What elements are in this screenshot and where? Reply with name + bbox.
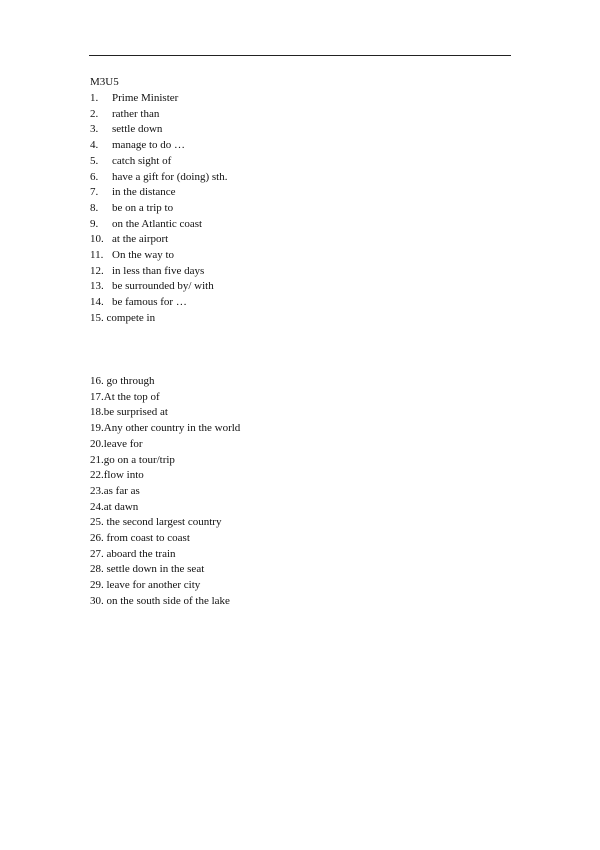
list-item bbox=[90, 138, 227, 154]
item-phrase: be surrounded by/ with bbox=[112, 280, 214, 293]
item-number: 1. bbox=[90, 92, 99, 104]
item-phrase: at the airport bbox=[112, 233, 169, 246]
list-item bbox=[90, 154, 227, 170]
item-number: 25. bbox=[90, 516, 107, 529]
item-phrase: go on a tour/trip bbox=[103, 453, 175, 466]
list-item bbox=[90, 468, 240, 484]
list-item bbox=[90, 437, 240, 453]
item-number: 8. bbox=[90, 201, 99, 214]
item-phrase: go through bbox=[106, 375, 155, 387]
list-item bbox=[90, 484, 240, 500]
item-phrase: have a gift for (doing) sth. bbox=[112, 170, 228, 183]
list-item bbox=[90, 295, 227, 311]
item-phrase: manage to do … bbox=[112, 139, 186, 152]
item-number: 24. bbox=[90, 500, 104, 513]
list-item bbox=[90, 107, 227, 123]
list-item bbox=[90, 279, 227, 295]
item-number: 14. bbox=[90, 296, 104, 309]
item-number: 2. bbox=[90, 107, 99, 120]
item-number: 22. bbox=[90, 469, 104, 482]
item-phrase: On the way to bbox=[112, 249, 175, 262]
item-number: 10. bbox=[90, 233, 104, 246]
list-item bbox=[90, 578, 240, 594]
item-phrase: be surprised at bbox=[103, 406, 168, 419]
item-number: 30. bbox=[90, 594, 107, 607]
item-phrase: catch sight of bbox=[112, 154, 172, 167]
list-item bbox=[90, 531, 240, 547]
phrase-list-part-1 bbox=[90, 91, 227, 327]
item-phrase: At the top of bbox=[103, 390, 160, 403]
item-number: 7. bbox=[90, 186, 99, 199]
item-phrase: from coast to coast bbox=[106, 532, 190, 545]
list-item bbox=[90, 185, 227, 201]
list-item bbox=[90, 91, 227, 107]
list-item bbox=[90, 122, 227, 138]
item-phrase: on the south side of the lake bbox=[106, 594, 230, 607]
item-phrase: as far as bbox=[103, 484, 140, 497]
item-phrase: in less than five days bbox=[112, 264, 205, 277]
list-item bbox=[90, 515, 240, 531]
item-phrase: rather than bbox=[112, 107, 160, 120]
list-item bbox=[90, 232, 227, 248]
list-item bbox=[90, 248, 227, 264]
item-phrase: on the Atlantic coast bbox=[112, 217, 203, 230]
item-phrase: aboard the train bbox=[106, 547, 176, 560]
list-item bbox=[90, 170, 227, 186]
item-number: 23. bbox=[90, 484, 104, 497]
phrase-list-part-2 bbox=[90, 374, 240, 610]
item-phrase: the second largest country bbox=[106, 516, 222, 529]
item-phrase: Any other country in the world bbox=[103, 422, 241, 435]
item-number: 28. bbox=[90, 563, 107, 576]
item-number: 6. bbox=[90, 170, 99, 183]
item-number: 12. bbox=[90, 264, 104, 277]
list-item bbox=[90, 453, 240, 469]
item-number: 3. bbox=[90, 123, 99, 136]
item-number: 18. bbox=[90, 406, 104, 419]
list-item bbox=[90, 217, 227, 233]
list-item bbox=[90, 390, 240, 406]
item-phrase: leave for bbox=[103, 437, 143, 450]
item-number: 29. bbox=[90, 579, 107, 592]
item-phrase: be on a trip to bbox=[112, 201, 174, 214]
item-phrase: be famous for … bbox=[112, 296, 187, 309]
item-phrase: settle down in the seat bbox=[106, 563, 205, 576]
item-phrase: leave for another city bbox=[106, 579, 201, 592]
list-item bbox=[90, 264, 227, 280]
list-item bbox=[90, 374, 240, 390]
item-phrase: Prime Minister bbox=[112, 92, 179, 104]
item-number: 15. bbox=[90, 311, 107, 324]
item-number: 5. bbox=[90, 154, 99, 167]
item-number: 27. bbox=[90, 547, 107, 560]
list-item bbox=[90, 421, 240, 437]
unit-heading: M3U5 bbox=[90, 76, 119, 88]
list-item bbox=[90, 562, 240, 578]
item-number: 11. bbox=[90, 249, 104, 262]
item-phrase: at dawn bbox=[103, 500, 139, 513]
item-phrase: compete in bbox=[106, 311, 156, 324]
item-phrase: settle down bbox=[112, 123, 163, 136]
list-item bbox=[90, 547, 240, 563]
list-item bbox=[90, 405, 240, 421]
item-number: 16. bbox=[90, 375, 107, 387]
list-item bbox=[90, 594, 240, 610]
list-item bbox=[90, 311, 227, 327]
item-number: 13. bbox=[90, 280, 104, 293]
item-phrase: in the distance bbox=[112, 186, 176, 199]
list-item bbox=[90, 201, 227, 217]
item-number: 9. bbox=[90, 217, 99, 230]
item-number: 26. bbox=[90, 532, 107, 545]
list-item bbox=[90, 500, 240, 516]
item-number: 17. bbox=[90, 390, 104, 403]
item-number: 4. bbox=[90, 139, 99, 152]
header-rule bbox=[89, 55, 511, 56]
item-number: 20. bbox=[90, 437, 104, 450]
item-number: 19. bbox=[90, 422, 104, 435]
item-phrase: flow into bbox=[103, 469, 144, 482]
item-number: 21. bbox=[90, 453, 104, 466]
